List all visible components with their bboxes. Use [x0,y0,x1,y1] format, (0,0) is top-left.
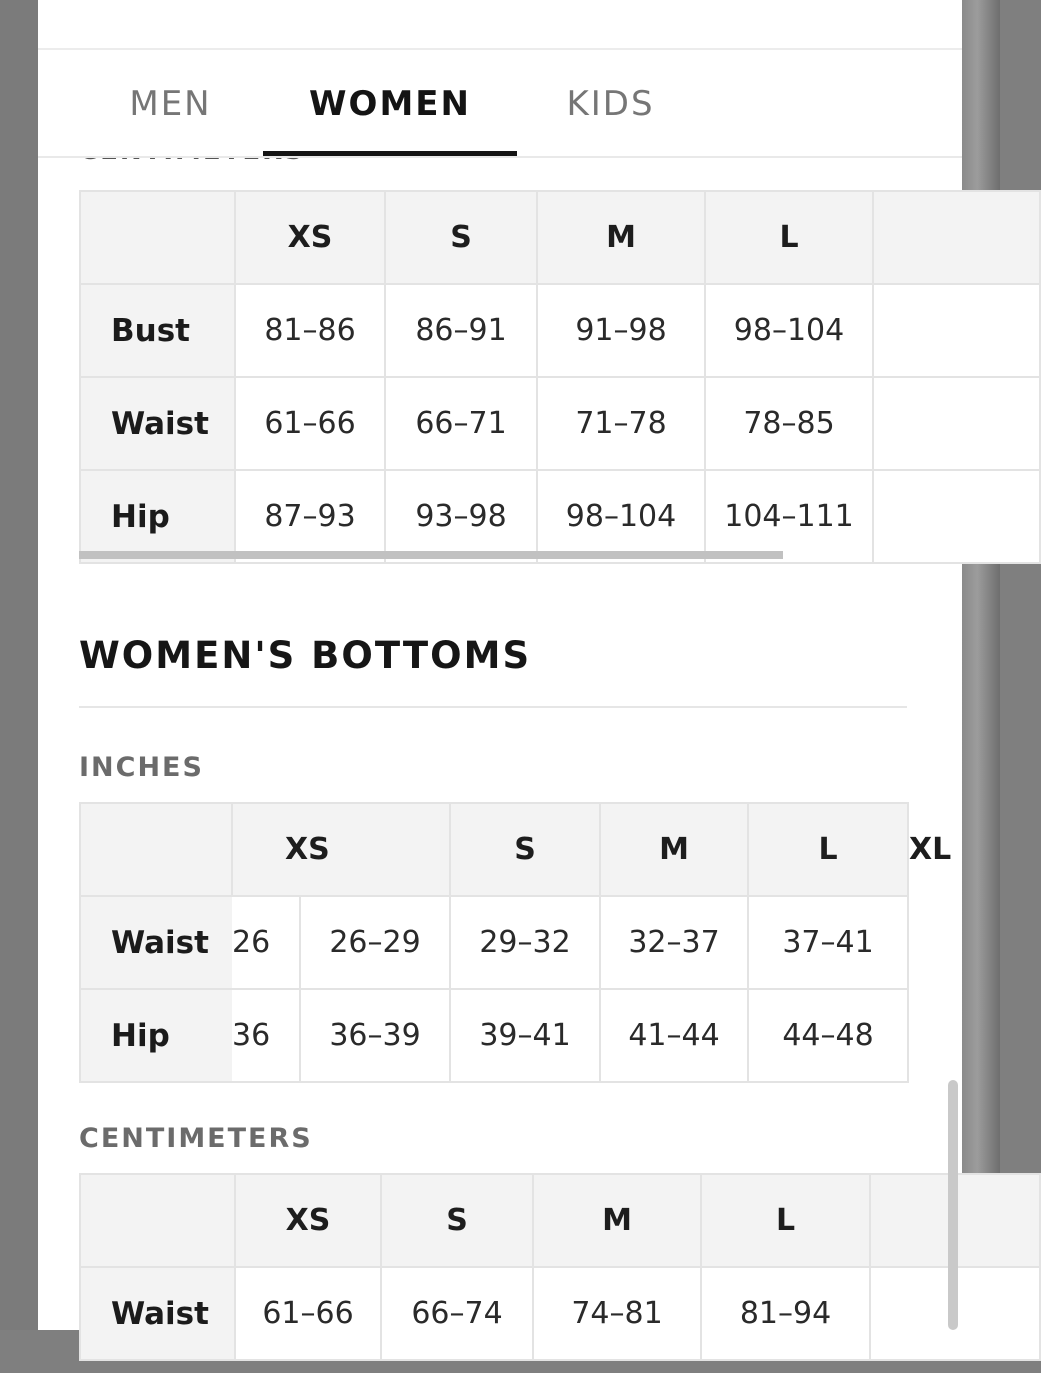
table-cell [873,284,1040,377]
table-cell: 74–81 [533,1267,701,1360]
table-cell: 61–66 [235,1267,381,1360]
modal-header [38,0,962,50]
table-row [80,470,1040,563]
table-cell: 98–104 [705,284,873,377]
table-cell: 66–74 [381,1267,533,1360]
table-cell: 104–111 [705,470,873,563]
row-label: Waist [80,377,235,470]
section-divider [79,706,907,708]
row-label: Bust [80,284,235,377]
tab-men[interactable]: MEN [129,84,212,124]
table-cell [873,377,1040,470]
size-header: L [701,1174,870,1267]
size-header: XS [235,1174,381,1267]
table-cell: 29–32 [450,896,600,989]
table-row [80,377,1040,470]
table-header-row [80,191,1040,284]
table-cell: 71–78 [537,377,705,470]
table-cell: 37–41 [748,896,908,989]
size-header: L [705,191,873,284]
table-cell: 93–98 [385,470,537,563]
table-cell: 81–94 [701,1267,870,1360]
vertical-scrollbar[interactable] [948,1080,958,1330]
table-corner-cell [80,1174,235,1267]
bottoms-inches-label: INCHES [79,752,204,783]
size-header: M [533,1174,701,1267]
size-guide-modal [38,0,962,1330]
row-label: Hip [80,470,235,563]
table-cell: 87–93 [235,470,385,563]
table-header-row: XS S M L XL [80,803,908,896]
active-tab-indicator [263,151,517,156]
table-cell: 61–66 [235,377,385,470]
size-header: XS [235,191,385,284]
table-cell: 36 [232,989,300,1082]
tops-cm-table [79,190,1041,564]
table-cell: 41–44 [600,989,748,1082]
table-cell: 26 [232,896,300,989]
table-cell [873,470,1040,563]
bottoms-cm-label: CENTIMETERS [79,1123,313,1154]
bottoms-inches-table-scroll[interactable] [79,802,952,1082]
table-row [80,1267,1040,1360]
size-header: M [537,191,705,284]
table-row [80,284,1040,377]
size-chart-content[interactable] [38,158,962,1330]
table-header-row [80,1174,1040,1267]
table-cell: 39–41 [450,989,600,1082]
table-cell: 32–37 [600,896,748,989]
gender-tabs [38,52,962,158]
row-label: Hip [80,989,232,1082]
bottoms-section-title: WOMEN'S BOTTOMS [79,634,532,677]
bottoms-cm-table [79,1173,1041,1361]
table-cell: 86–91 [385,284,537,377]
table-cell: 81–86 [235,284,385,377]
size-header [873,191,1040,284]
table-cell: 36–39 [300,989,450,1082]
table-cell: 26–29 [300,896,450,989]
table-cell: 78–85 [705,377,873,470]
tops-table-horizontal-scrollbar[interactable] [79,551,783,559]
backdrop-left [0,0,38,1330]
tab-women[interactable]: WOMEN [309,84,471,124]
table-cell: 91–98 [537,284,705,377]
bottoms-cm-table-scroll[interactable] [79,1173,907,1373]
size-header: L [748,803,908,896]
table-cell: 98–104 [537,470,705,563]
table-row [80,896,908,989]
bottoms-inches-table [79,802,952,1083]
size-header: M [600,803,748,896]
table-corner-cell [80,191,235,284]
tab-kids[interactable]: KIDS [566,84,655,124]
size-header: S [385,191,537,284]
size-header: S [450,803,600,896]
size-header: XS [232,803,450,896]
table-corner-cell [80,803,232,896]
table-cell: 44–48 [748,989,908,1082]
table-cell: 66–71 [385,377,537,470]
table-row [80,989,908,1082]
tops-cm-table-scroll[interactable] [79,190,907,560]
row-label: Waist [80,896,232,989]
size-header: S [381,1174,533,1267]
row-label: Waist [80,1267,235,1360]
